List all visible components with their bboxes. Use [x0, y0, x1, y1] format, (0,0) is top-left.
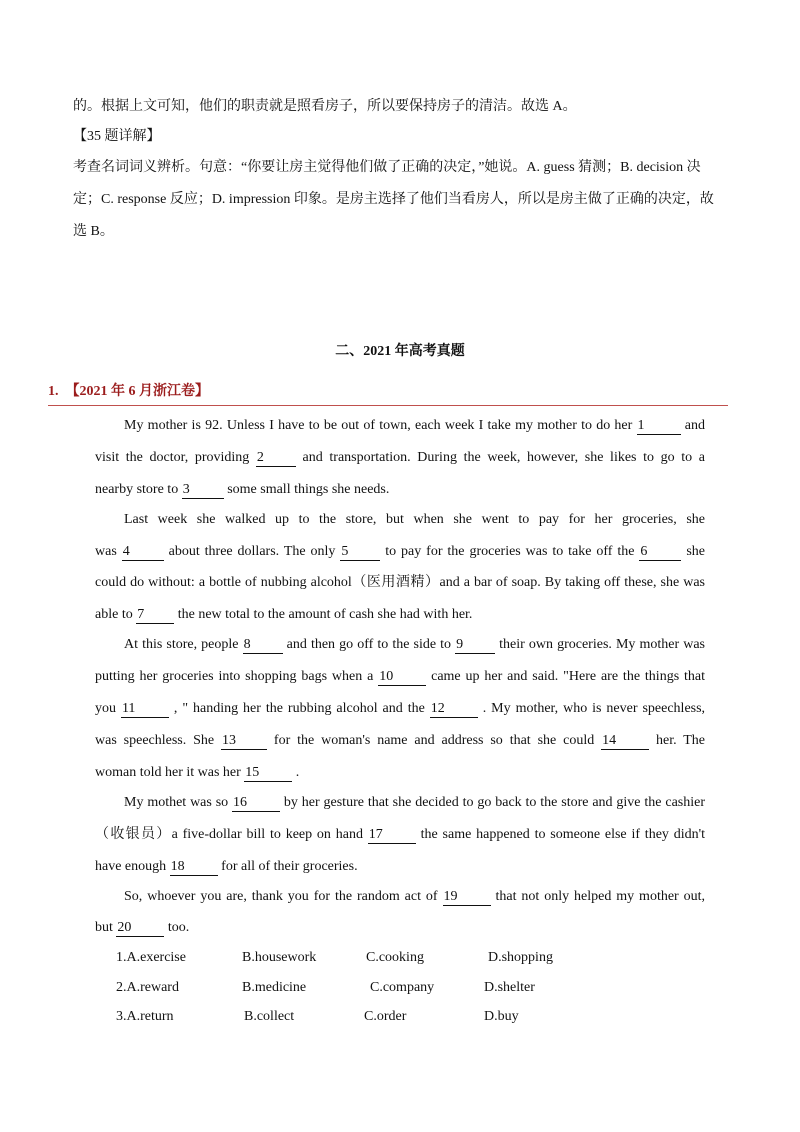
- option-b[interactable]: B.collect: [244, 1009, 295, 1024]
- option-b[interactable]: B.medicine: [242, 980, 307, 995]
- passage-line: My mother is 92. Unless I have to be out of town, each week I take my mother to do her 1 and: [124, 418, 705, 433]
- blank-13[interactable]: 13: [221, 733, 267, 750]
- option-c[interactable]: C.order: [364, 1009, 407, 1024]
- passage-line: have enough 18 for all of their groceries.: [95, 859, 358, 874]
- passage-line: putting her groceries into shopping bags when a 10 came up her and said. "Here are the things that: [95, 669, 706, 684]
- blank-14[interactable]: 14: [601, 733, 649, 750]
- passage-line: So, whoever you are, thank you for the random act of 19 that not only helped my mother out,: [124, 889, 706, 904]
- blank-5[interactable]: 5: [340, 544, 380, 561]
- blank-19[interactable]: 19: [443, 889, 491, 906]
- option-a[interactable]: 2.A.reward: [116, 980, 179, 995]
- blank-4[interactable]: 4: [122, 544, 164, 561]
- analysis-line: 考查名词词义辨析。句意：“你要让房主觉得他们做了正确的决定，”她说。A. guess 猜测；B. decision 决: [73, 160, 701, 175]
- passage-line: but 20 too.: [95, 920, 190, 935]
- passage-line: you 11 , " handing her the rubbing alcohol and the 12 . My mother, who is never speechless,: [95, 701, 706, 716]
- option-a[interactable]: 1.A.exercise: [116, 950, 186, 965]
- passage-line: visit the doctor, providing 2 and transportation. During the week, however, she likes to go to a: [95, 450, 706, 465]
- passage-line: nearby store to 3 some small things she needs.: [95, 482, 390, 497]
- blank-7[interactable]: 7: [136, 607, 174, 624]
- passage-line: able to 7 the new total to the amount of cash she had with her.: [95, 607, 473, 622]
- passage-line: （收银员）a five-dollar bill to keep on hand 17 the same happened to someone else if they didn't: [95, 827, 706, 842]
- section-title: 二、2021 年高考真题: [335, 344, 465, 359]
- blank-18[interactable]: 18: [170, 859, 218, 876]
- blank-3[interactable]: 3: [182, 482, 224, 499]
- passage-line: Last week she walked up to the store, but when she went to pay for her groceries, she: [124, 512, 705, 527]
- analysis-line: 选 B。: [73, 224, 114, 239]
- option-d[interactable]: D.shelter: [484, 980, 535, 995]
- passage-line: was speechless. She 13 for the woman's name and address so that she could 14 her. The: [95, 733, 706, 748]
- blank-2[interactable]: 2: [256, 450, 296, 467]
- analysis-line: 定；C. response 反应；D. impression 印象。是房主选择了他们当看房人，所以是房主做了正确的决定，故: [73, 192, 714, 207]
- passage-line: could do without: a bottle of nubbing alcohol（医用酒精）and a bar of soap. By taking off these, she was: [95, 575, 705, 590]
- option-b[interactable]: B.housework: [242, 950, 317, 965]
- blank-9[interactable]: 9: [455, 637, 495, 654]
- passage-line: woman told her it was her 15 .: [95, 765, 300, 780]
- passage-line: was 4 about three dollars. The only 5 to pay for the groceries was to take off the 6 she: [95, 544, 706, 559]
- question-header: 1. 【2021 年 6 月浙江卷】: [48, 384, 209, 399]
- blank-11[interactable]: 11: [121, 701, 169, 718]
- q35-title: 【35 题详解】: [73, 129, 161, 144]
- passage-line: At this store, people 8 and then go off to the side to 9 their own groceries. My mother was: [124, 637, 705, 652]
- option-c[interactable]: C.company: [370, 980, 435, 995]
- blank-10[interactable]: 10: [378, 669, 426, 686]
- header-divider: [48, 405, 728, 406]
- option-c[interactable]: C.cooking: [366, 950, 424, 965]
- option-a[interactable]: 3.A.return: [116, 1009, 174, 1024]
- blank-17[interactable]: 17: [368, 827, 416, 844]
- option-d[interactable]: D.buy: [484, 1009, 519, 1024]
- blank-16[interactable]: 16: [232, 795, 280, 812]
- blank-8[interactable]: 8: [243, 637, 283, 654]
- option-d[interactable]: D.shopping: [488, 950, 553, 965]
- analysis-line: 的。根据上文可知，他们的职责就是照看房子，所以要保持房子的清洁。故选 A。: [73, 99, 577, 114]
- blank-12[interactable]: 12: [430, 701, 478, 718]
- blank-15[interactable]: 15: [244, 765, 292, 782]
- blank-20[interactable]: 20: [116, 920, 164, 937]
- passage-line: My mothet was so 16 by her gesture that she decided to go back to the store and give the cashier: [124, 795, 706, 810]
- blank-6[interactable]: 6: [639, 544, 681, 561]
- blank-1[interactable]: 1: [637, 418, 681, 435]
